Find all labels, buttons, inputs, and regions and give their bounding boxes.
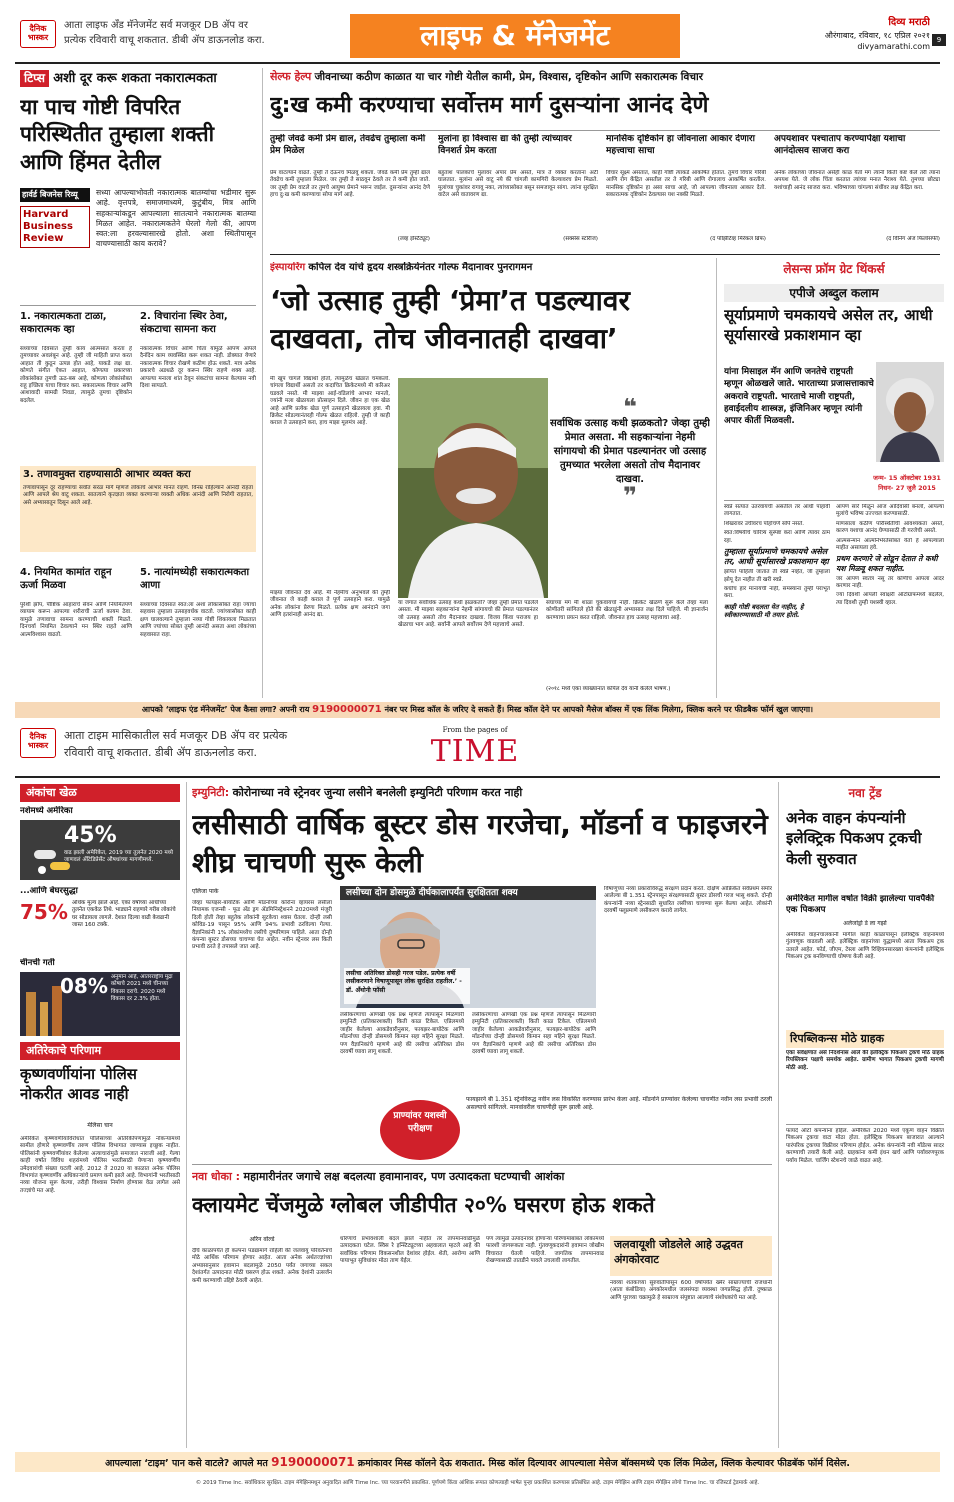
immunity-col2: लसीकरणाचा आणखी एक प्रश्न म्हणजे त्यापासून मिळणारी इम्युनिटी (प्रतिकारशक्ती) किती काळ टिकेल. एप्रिलमध्ये जाहीर केलेल्या आकडेवारीनुसार, फायझर-बायोटेक आणि मॉडर्नाच्या दोन्ही डोसमध्ये किमान सहा महिने सुरक्षा मिळते. पण वैज्ञानिकांचे म्हणणे आहे की लसीचा अतिरिक्त डोस दरवर्षी घ्यावा लागू शकतो. bbox=[472, 1012, 596, 1055]
tip-1-title: 1. नकारात्मकता टाळा, सकारात्मक व्हा bbox=[20, 311, 107, 335]
kalam-quote: काही गोष्टी बदलता येत नाहीत, हे स्वीकारण्यासाठी मी तयार होतो. bbox=[724, 602, 804, 620]
selfhelp-col3-text: विचार सूक्ष्म असतात, काही गोष्टी त्यांकडे आकर्षित होतात. तुमचे विचार गरिबी आणि रोग केंद्रित असतील तर ते गरिबी आणि रोगालाच आकर्षित करतील. मानसिक दृष्टिकोन हा असा साचा आहे, जो आपल्या जीवनाला आकार देतो. सकारात्मक दृष्टिकोन ठेवल्यास यश नक्की मिळते. bbox=[606, 170, 766, 199]
police-author: मेलिसा चान bbox=[87, 1122, 113, 1129]
climate-author: अरिन वोल्डे bbox=[249, 1236, 275, 1243]
stat1-value: 45% bbox=[64, 823, 117, 848]
stat1-text: वाढ झाली अमेरिकेत, 2019 च्या तुलनेत 2020 मध्ये जाणवलं अँटिडिप्रेसेंट औषधांच्या मागणीमध्ये. bbox=[64, 850, 174, 864]
kalam-photo bbox=[876, 362, 944, 462]
kalam-dates bbox=[870, 474, 944, 498]
police-headline: कृष्णवर्णीयांना पोलिस नोकरीत आवड नाही bbox=[20, 1065, 137, 1104]
inspiring-quote bbox=[550, 398, 710, 528]
kalam-highlight-quote: तुम्हाला सूर्याप्रमाणे चमकायचे असेल तर, आधी सूर्यासारखे प्रकाशमान व्हा bbox=[724, 546, 829, 567]
kalam-highlight-quote: प्रथम करणारे जे सोडून देतात ते कधी यश मिळवू शकत नाहीत. bbox=[836, 554, 938, 573]
stat2 bbox=[20, 900, 180, 956]
kalam-quote: झोपेत पाहिली जातात ती स्वप्ने नव्हेत, जी तुम्हाला झोपू देत नाहीत ती खरी स्वप्ने. bbox=[724, 569, 830, 583]
tip-4-text: पुरेशी झोप, पौष्टिक आहाराचे सेवन आणि नियमितपणे व्यायाम करून आपल्या शरीराची ऊर्जा कायम ठेवा. यामुळे तणावाचा सामना करण्याची शक्ती मिळते. दिनचर्या नियमित ठेवल्याने मन स्थिर राहते आणि आत्मविश्वास वाढतो. bbox=[20, 602, 132, 638]
immunity-col1: जेव्हा फायझर-बायोटेक आणि मॉडर्नाच्या कोरोना व्हायरस लसीला नियामक एजन्सी - फूड अँड ड्रग ॲडमिनिस्ट्रेशनने 2020मध्ये मंजुरी दिली होती तेव्हा बहुतेक लोकांनी सुटकेचा श्वास घेतला. दोन्ही लसी कोविड-19 पासून 95% आणि 94% प्रभावी ठरविल्या गेल्या. वैज्ञानिकांनी 1% लोकांमध्येच लसीचे दुष्परिणाम पाहिले. आता दोन्ही कंपन्या बूस्टर डोसच्या चाचण्या घेत आहेत. नवीन स्ट्रेनवर लस किती प्रभावी ठरते हे तपासले जात आहे. bbox=[192, 900, 332, 951]
section-title: लाइफ & मॅनेजमेंट bbox=[350, 14, 680, 58]
selfhelp-label: सेल्फ हेल्प bbox=[270, 70, 312, 83]
tip-3-title: 3. तणावमुक्त राहण्यासाठी आभार व्यक्त करा bbox=[23, 469, 191, 480]
tips-source: हार्वर्ड बिजनेस रिव्यू bbox=[20, 188, 90, 202]
immunity-box-text: फायझरने बी 1.351 स्ट्रेनविरुद्ध नवीन लस विकसित करण्यास प्रारंभ केला आहे. मॉडर्नाने प्राण्यांवर केलेल्या चाचणीत नवीन लस प्रभावी ठरली असल्याचे सांगितले. मानवांवरील चाचणीही सुरू झाली आहे. bbox=[466, 1096, 772, 1111]
tips-kicker bbox=[20, 70, 250, 90]
tips-headline: या पाच गोष्टी विपरित परिस्थितीत तुम्हाला शक्ती आणि हिंमत देतील bbox=[20, 95, 215, 174]
kalam-quote: आपण सारे मिळून आज आदिवासी बनलो, आपल्या मुलांचे भविष्य उज्ज्वल करण्यासाठी. bbox=[836, 504, 944, 518]
trend-headline: अनेक वाहन कंपन्यांनी इलेक्ट्रिक पिकअप ट्रकची केली सुरुवात bbox=[786, 809, 922, 868]
inspiring-col1: मी खूप चांगले विद्यार्थी होतो, त्यामुळेच खेळात चमकलो. चांगला विद्यार्थी असतो तर कदाचित क्रिकेटमध्ये मी करिअर घडवले नसते. मी माझ्या आई-वडिलांचे आभार मानतो, ज्यांनी मला खेळायला प्रोत्साहन दिले. जीवन हा एक खेळ आहे आणि प्रत्येक खेळ पूर्ण उत्साहाने खेळायला हवा. मी क्रिकेट सोडल्यानंतरही गोल्फ खेळत राहिलो. तुम्ही जे काही कराल ते उत्साहाने करा, हाच माझा मूलमंत्र आहे. bbox=[270, 376, 390, 427]
kalam-quote: स्वत:विषयीचे चारित्र्य सुस्पष्ट करा आणि त्यावर ठाम रहा. bbox=[724, 530, 830, 544]
trend-text2: फायदे ऑटो कंपन्यांना होईल. अमेरिकेत 2020 मध्ये एकूण वाहन विक्रीत पिकअप ट्रकचा वाटा मोठा होता. इलेक्ट्रिक पिकअप बाजारात आल्याने पारंपरिक ट्रकच्या विक्रीवर परिणाम होईल. अनेक कंपन्यांनी नवी मॉडेल्स सादर करण्याची तयारी केली आहे. ग्राहकांना कमी इंधन खर्च आणि पर्यावरणपूरक पर्याय मिळेल. चार्जिंग स्टेशनचे जाळे वाढत आहे. bbox=[786, 1128, 944, 1164]
tips-intro: सध्या आपल्याभोवती नकारात्मक बातम्यांचा भडीमार सुरू आहे. वृत्तपत्रे, समाजमाध्यमे, कुटुंबीय, मित्र आणि सहकाऱ्यांकडून आपल्याला सातत्याने नकारात्मक बातम्या मिळत आहेत. नकारात्मकतेने घेरलो गेलो की, आपण स्वत:ला हरवल्यासारखे होतो. अशा स्थितीपासून वाचण्यासाठी काय करावे? bbox=[96, 188, 256, 249]
feedback2-text2: क्रमांकावर मिस्ड कॉलने देऊ शकतात. मिस्ड कॉल दिल्यावर आपल्याला मेसेज बॉक्समध्ये एक लिंक मिळेल, क्लिक केल्यावर फीडबॅक फॉर्म दिसेल. bbox=[357, 1458, 850, 1469]
tip-1-text: सध्याच्या दिवसांत तुम्ही काय आत्मसात करता हे तुमच्यावर अवलंबून आहे. तुम्ही जी माहिती प्राप्त करत आहात ती कुठून उत्पन्न होत आहे, याकडे लक्ष द्या. कोणते संगीत ऐकत आहात, कोणत्या प्रकारच्या लोकांसोबत तुमची ऊठ-बस आहे, कोणत्या लोकांसोबत राहू इच्छिता याचा विचार करा. सकारात्मक विचार आणि आशावादी सामग्री निवडा, त्यामुळे तुमचा दृष्टिकोन बदलेल. bbox=[20, 346, 132, 404]
immunity-author: एलिजा पार्क bbox=[192, 888, 219, 895]
trend-sub: अमेरिकेत मागील वर्षात विक्री झालेल्या पावपैकी एक पिकअप bbox=[786, 894, 935, 916]
trend-box-text: एका सर्वेक्षणात असे निदर्शनास आले की इलेक्ट्रिक पिकअप ट्रकचे मोठे ग्राहक रिपब्लिकन पक्षाचे समर्थक आहेत. ग्रामीण भागात पिकअप ट्रकची मागणी मोठी आहे. bbox=[786, 1050, 944, 1071]
stat1 bbox=[64, 822, 180, 880]
lessons-label: लेसन्स फ्रॉम ग्रेट थिंकर्स bbox=[783, 262, 885, 276]
inspiring-headline: ‘जो उत्साह तुम्ही ‘प्रेमा’त पडल्यावर दाखवता, तोच जीवनातही दाखवा’ bbox=[270, 284, 630, 355]
time-promo-line1: आता टाइम मासिकातील सर्व मजकूर DB ॲप वर प्रत्येक bbox=[64, 729, 288, 742]
immunity-headline: लसीसाठी वार्षिक बूस्टर डोस गरजेचा, मॉडर्ना व फाइजरने शीघ्र चाचणी सुरू केली bbox=[192, 808, 768, 879]
time-logo-block bbox=[420, 726, 530, 772]
selfhelp-col4-credit: (द विनिंग ॲज फिलॉसफी) bbox=[886, 236, 940, 242]
inspiring-col3: माझ्या जीवनात देव आहे. मी नेहमीच अनुभवले की तुम्ही जीवनात जे काही कराल ते पूर्ण उत्साहाने करा. यामुळे अनेक लोकांना प्रेरणा मिळते. प्रत्येक क्षण आनंदाने जगा आणि इतरांनाही आनंद द्या. bbox=[270, 590, 390, 619]
time-logo: TIME bbox=[430, 733, 520, 769]
feedback-text1: आपको ‘लाइफ एंड मॅनेजमेंट’ पेज कैसा लगा? अपनी राय bbox=[141, 705, 310, 714]
kalam-quotes-right bbox=[836, 504, 944, 696]
inspiring-col2: या जगात सर्वाधिक उत्साह कधी झळकतो? जेव्हा तुम्ही प्रेमात पडलेले असता. मी माझ्या सहकाऱ्यांना नेहमी सांगायचो की प्रेमात पडल्यानंतर जो उत्साह असतो तोच मैदानावर दाखवा. विजय किंवा पराजय हा खेळाचा भाग आहे. सर्वांनी आपले सर्वोत्तम देणे महत्त्वाचे असते. bbox=[398, 600, 538, 629]
inspiring-kicker-text: कपिल देव यांचे हृदय शस्त्रक्रियेनंतर गोल्फ मैदानावर पुनरागमन bbox=[308, 262, 533, 273]
stat3-text: अनुमान आहे, आंतरराष्ट्रीय मुद्रा कोषाचे 2021 मध्ये चीनच्या विकास दराचे. 2020 मध्ये विकास दर 2.3% होता. bbox=[110, 974, 173, 1002]
selfhelp-col2-text: बहुतांश पालकांचे मुलांवर अपार प्रेम असते, मात्र ते व्यक्त करताना अटी घालतात. मुलांना असे वाटू नये की चांगली कामगिरी केल्यावरच प्रेम मिळते. मुलांच्या चुकांवर रागावू नका, त्यांच्यासोबत बसून समजावून सांगा. त्यांना सुरक्षित वाटेल असे वातावरण द्या. bbox=[438, 170, 598, 199]
website: divyamarathi.com bbox=[857, 42, 930, 52]
time-promo-line2: रविवारी वाचू शकतात. डीबी ॲप डाऊनलोड करा. bbox=[64, 745, 257, 759]
trend-text1: अमेरिकेत वाहनचालकांनी मागील काही काळापासून इलेक्ट्रिक वाहनांमध्ये गुंतवणूक वाढवली आहे. इलेक्ट्रिक वाहनांच्या युद्धामध्ये आता पिकअप ट्रक उतरले आहेत. फोर्ड, जीएम, टेस्ला आणि रिव्हियनसारख्या कंपन्यांनी इलेक्ट्रिक पिकअप ट्रक बनविण्याची घोषणा केली आहे. bbox=[786, 932, 944, 961]
ankancha-label: अंकांचा खेळ bbox=[20, 784, 180, 802]
immunity-box bbox=[340, 1012, 464, 1088]
selfhelp-headline: दु:ख कमी करण्याचा सर्वोत्तम मार्ग दुसऱ्यांना आनंद देणे bbox=[270, 93, 709, 118]
stat3 bbox=[60, 974, 180, 1034]
inspiring-credit: (२०१८ मध्ये एका व्याख्यानात कपिल देव यांनी केलेले भाषण.) bbox=[546, 686, 671, 692]
stat3-value: 08% bbox=[60, 974, 108, 998]
page-number: 9 bbox=[932, 34, 946, 46]
climate-box-title: जलवायूशी जोडलेले आहे उद्धवत अंगकोरवाट bbox=[610, 1236, 772, 1276]
selfhelp-col1-text: प्रेम वाटल्याने वाढते. तुम्ही ते देऊनच मिळवू शकता. जेवढे कमी प्रेम तुम्ही द्याल तेवढेच कमी तुम्हाला मिळेल. जर तुम्ही ते साठवून ठेवले तर ते कमी होत जाते. जर तुम्ही प्रेम वाटले तर तुमचे आयुष्य प्रेमाने भरून जाईल. दुसऱ्यांना आनंद देणे हाच दु:ख कमी करण्याचा सोपा मार्ग आहे. bbox=[270, 170, 430, 199]
kalam-quote: शिखरावर उंचीवरच पोहोचणे सोपे नसते. bbox=[724, 520, 804, 527]
selfhelp-kicker bbox=[270, 70, 945, 88]
tip-5-text: सध्याच्या दिवसांत स्वत:ला अशा लोकांसोबत राहा ज्यांचा सहवास तुम्हाला उत्साहवर्धक वाटतो. ज्यांच्यासोबत काही क्षण घालवल्याने तुम्हाला नव्या गोष्टी शिकायला मिळतात आणि ज्यांच्या सोबत तुम्ही आनंदी असता अशा लोकांच्या सहवासात राहा. bbox=[140, 602, 256, 638]
selfhelp-col4-title: अपयशावर पश्चाताप करण्यापेक्षा यशाचा आनंदोत्सव साजरा करा bbox=[774, 134, 906, 156]
tips-kicker-text: अशी दूर करू शकता नकारात्मकता bbox=[53, 71, 217, 86]
climate-col2: धोरणाचे प्रभावशाली बदल झाले नाहीत तर तापमानवाढीमुळे उत्पादकता घटेल. स्विस रे इन्स्टिट्यूटच्या अहवालात म्हटले आहे की सर्वाधिक परिणाम विकसनशील देशांवर होईल. शेती, आरोग्य आणि पायाभूत सुविधांवर मोठा ताण येईल. bbox=[340, 1236, 480, 1265]
feedback-text2: नंबर पर मिस्ड कॉल के जरिए दे सकते हैं। मिस्ड कॉल देने पर आपको मैसेज बॉक्स में एक लिंक मिलेगा, क्लिक करने पर फीडबैक फॉर्म खुल जाएगा। bbox=[384, 705, 814, 714]
kalam-quote: स्वप्ने सत्यात उतरवायची असतील तर आधी पाहावी लागतात. bbox=[724, 504, 830, 518]
inspiring-quote-text: सर्वाधिक उत्साह कधी झळकतो? जेव्हा तुम्ही प्रेमात असता. मी सहकाऱ्यांना नेहमी सांगायचो की प्रेमात पडल्यानंतर जो उत्साह तुमच्यात भरलेला असतो तोच मैदानावर दाखवा. bbox=[550, 418, 710, 486]
kalam-quote: आत्मसन्मान आत्मनिर्भरतेसोबत येतो हे आपल्याला माहीत असायला हवे. bbox=[836, 537, 944, 551]
kalam-died: निधन- 27 जुलै 2015 bbox=[878, 483, 936, 492]
tip-3-box bbox=[20, 466, 256, 552]
tip-4-title: 4. नियमित कामांत राहून ऊर्जा मिळवा bbox=[20, 567, 112, 591]
stat2-value: 75% bbox=[20, 900, 68, 924]
time-promo bbox=[64, 728, 364, 764]
immunity-box-label: प्राण्यांवर यशस्वी परीक्षण bbox=[380, 1100, 460, 1160]
immunity-kicker bbox=[192, 786, 772, 804]
kalam-bio: यांना मिसाइल मॅन आणि जनतेचे राष्ट्रपती म्हणून ओळखले जाते. भारताच्या प्रजासत्ताकाचे अकरावे राष्ट्रपती. भारताचे माजी राष्ट्रपती, हवाईदलीय शास्त्रज्ञ, इंजिनिअर म्हणून त्यांनी अपार कीर्ती मिळवली. bbox=[724, 367, 874, 427]
immunity-col3: विषाणूच्या नव्या प्रकारांविरुद्ध संरक्षण प्रदान करते. दक्षिण आफ्रिकेत सर्वप्रथम समोर आलेल्या बी 1.351 स्ट्रेनपासून संरक्षणासाठी बूस्टर डोसची गरज भासू शकते. दोन्ही कंपन्यांनी नव्या स्ट्रेनसाठी सुधारित लसींच्या चाचण्या सुरू केल्या आहेत. लोकांनी दरवर्षी फ्लूप्रमाणे लसीकरण करावे लागेल. bbox=[604, 886, 772, 915]
feedback-bar-time bbox=[15, 1452, 940, 1472]
selfhelp-col3-title: मानसिक दृष्टिकोन हा जीवनाला आकार देणारा महत्त्वाचा साचा bbox=[606, 134, 755, 156]
police-label: अतिरेकाचे परिणाम bbox=[20, 1042, 180, 1060]
kalam-quote: ज्या दिवशी आपली स्वाक्षरी ऑटोग्राफमध्ये बदलेल, त्या दिवशी तुम्ही यशस्वी व्हाल. bbox=[836, 592, 944, 606]
climate-headline: क्लायमेट चेंजमुळे ग्लोबल जीडीपीत २०% घसरण होऊ शकते bbox=[192, 1193, 655, 1217]
tip-5-title: 5. नात्यांमध्येही सकारात्मकता आणा bbox=[140, 567, 250, 591]
tips-label: टिप्स bbox=[20, 70, 49, 87]
time-from-pages: From the pages of bbox=[442, 726, 508, 734]
climate-col1: दीर्घ काळापर्यंत ही कल्पना पडद्यामागे राहिली की जलवायु परिवर्तनाचे मोठे आर्थिक परिणाम होणार आहेत. आता अनेक अर्थतज्ज्ञांच्या अभ्यासानुसार हवामान बदलामुळे 2050 पर्यंत जगाच्या सकल देशांतर्गत उत्पादनात मोठी घसरण होऊ शकते. अनेक देशांनी उत्सर्जन कमी करण्याची उद्दिष्टे ठेवली आहेत. bbox=[192, 1248, 332, 1284]
inspiring-kicker bbox=[270, 262, 710, 278]
selfhelp-col3-credit: (द पॉझिटिव्ह मिरॅकल ब्रिफ) bbox=[710, 236, 766, 242]
paper-info bbox=[760, 16, 930, 60]
tip-2-text: नकारात्मक विचार आणि चिंता यामुळे आपण आपले दैनंदिन काम व्यवस्थित करू शकत नाही. डोक्यात येणारे नकारात्मक विचार रोखणे कठीण होऊ शकते. मात्र अनेक प्रकारचे अडथळे दूर करून स्थिर राहणे शक्य आहे. आपल्या मनाला शांत ठेवून संकटांचा सामना केल्यास नवी दिशा सापडते. bbox=[140, 346, 256, 389]
ankancha-sub2: ...आणि बेघरसुद्धा bbox=[20, 886, 78, 896]
app-promo bbox=[64, 18, 334, 52]
trend-label: नवा ट्रेंड bbox=[848, 786, 882, 800]
kalam-quote: माणसाला कठीण परिस्थितीची आवश्यकता असते, कारण यशाचा आनंद घेण्यासाठी ती गरजेची असते. bbox=[836, 520, 944, 535]
inspiring-label: इंस्पायरिंग bbox=[270, 262, 306, 273]
kalam-name: एपीजे अब्दुल कलाम bbox=[724, 284, 944, 302]
quote-open-icon: ❝ bbox=[622, 398, 638, 421]
selfhelp-col1-title: तुम्ही जेवढे कमी प्रेम द्याल, तेवढेच तुम्हाला कमी प्रेम मिळेल bbox=[270, 134, 426, 156]
tip-3-text: तणावापासून दूर राहण्याचा सर्वांत सरळ मार्ग म्हणजे लोकांचे आभार मानत राहणे. विनम्र राहिल्याने आनंदी राहता आणि आपले श्रेय वाटू शकता. सातत्याने कृतज्ञता व्यक्त करणाऱ्या व्यक्ती अधिक आनंदी आणि निरोगी राहतात, असे अभ्यासातून दिसून आले आहे. bbox=[23, 484, 253, 506]
quote-close-icon: ❞ bbox=[622, 482, 638, 511]
selfhelp-col2-credit: (सक्सेस स्टोरीज) bbox=[563, 236, 598, 242]
immunity-col2-left: लसीकरणाचा आणखी एक प्रश्न म्हणजे त्यापासून मिळणारी इम्युनिटी (प्रतिकारशक्ती) किती काळ टिकेल. एप्रिलमध्ये जाहीर केलेल्या आकडेवारीनुसार, फायझर-बायोटेक आणि मॉडर्नाच्या दोन्ही डोसमध्ये किमान सहा महिने सुरक्षा मिळते. पण वैज्ञानिकांचे म्हणणे आहे की लसीचा अतिरिक्त डोस दरवर्षी घ्यावा लागू शकतो. bbox=[340, 1012, 464, 1055]
app-promo-line1: आता लाइफ अँड मॅनेजमेंट सर्व मजकूर DB ॲप वर bbox=[64, 20, 248, 31]
ankancha-sub1: नशेमध्ये अमेरिका bbox=[20, 806, 73, 816]
trend-author: अलेजांड्रो डे ला गर्झा bbox=[843, 920, 887, 927]
tip-2-title: 2. विचारांना स्थिर ठेवा, संकटाचा सामना करा bbox=[140, 311, 228, 335]
lessons-headline: सूर्याप्रमाणे चमकायचे असेल तर, आधी सूर्यासारखे प्रकाशमान व्हा bbox=[724, 306, 933, 344]
immunity-photo-quote: लसीचा अतिरिक्त डोसही गरज पडेल. प्रत्येक वर्षी लसीकरणाने विषाणूपासून लोक सुरक्षित राहतील.’ - डॉ. अँथोनी फॉसी bbox=[344, 968, 470, 1004]
dainik-bhaskar-logo-2: दैनिक भास्कर bbox=[20, 728, 56, 758]
copyright: © 2019 Time Inc. सर्वाधिकार सुरक्षित. टाइम मॅगेझिनमधून अनुवादित आणि Time Inc. च्या परवानगीने प्रकाशित. पूर्णपणे किंवा आंशिक रूपात कोणत्याही भाषेत पुन्हा प्रकाशित करण्यास प्रतिबंधित आहे. टाइम मॅगेझिन आणि टाइम मॅगेझिन लोगो Time Inc. चा रजिस्टर्ड ट्रेडमार्क आहे. bbox=[195, 1480, 760, 1486]
ankancha-sub3: चीनची गती bbox=[20, 958, 55, 968]
selfhelp-col1-credit: (लव्ह इंस्टिट्यूट) bbox=[397, 236, 430, 242]
climate-kicker-text: महामारीनंतर जगाचे लक्ष बदलत्या हवामानावर, पण उत्पादकता घटण्याची आशंका bbox=[243, 1170, 565, 1183]
trend-box-title: रिपब्लिकन्स मोठे ग्राहक bbox=[786, 1030, 944, 1048]
climate-label: नवा धोका : bbox=[192, 1170, 241, 1183]
kalam-quote: जर आपण स्वतंत्र नसू तर कोणीच आपला आदर करणार नाही. bbox=[836, 575, 944, 590]
climate-kicker bbox=[192, 1170, 772, 1188]
selfhelp-col2-title: मुलांना हा विश्वास द्या की तुम्ही त्यांच्यावर विनशर्त प्रेम करता bbox=[438, 134, 572, 156]
city-date: औरंगाबाद, रविवार, १८ एप्रिल २०२१ bbox=[824, 31, 930, 40]
immunity-label: इम्युनिटी: bbox=[192, 786, 230, 799]
feedback-number[interactable]: 9190000071 bbox=[312, 704, 382, 715]
kalam-quote: कधीच हार मानायची नाही, समस्यांना तुम्ही पराभूत करा. bbox=[724, 586, 830, 600]
climate-box-text: नवव्या शतकाच्या सुरुवातीपासून 600 वर्षांपर्यंत ख्मेर साम्राज्याची राजधानी (आता कंबोडिया) अंगकोरमधील जलसंपदा व्यवस्था जगप्रसिद्ध होती. दुष्काळ आणि पुराच्या चक्रामुळे हे साम्राज्य संपुष्टात आल्याचे संशोधकांचे मत आहे. bbox=[610, 1280, 772, 1301]
selfhelp-kicker-text: जीवनाच्या कठीण काळात या चार गोष्टी येतील कामी, प्रेम, विश्वास, दृष्टिकोन आणि सकारात्मक विचार bbox=[314, 71, 704, 83]
inspiring-col4: संघाच्या मग मी शाळा चुकवायचो नाही. क्रिकेट खेळणे सुरू केले तेव्हा मला कोणीतरी सांगितले होते की खेळाडूंनी अभ्यासात लक्ष दिले पाहिजे. मी ज्ञानार्जन करण्याचा प्रयत्न करत राहिलो. जीवनात हाच उत्साह महत्त्वाचा आहे. bbox=[546, 600, 708, 621]
stat2-text: अधिक मूल्य झाले आहे. एका वर्षाच्या आधीच्या तुलनेत एकवेळ तिथे. भाड्याने राहणारे गरीब लोकांचे घर सोडायला लागले. देशात दिल्या वाढी केवढानी जास्त 160 टक्के. bbox=[71, 900, 176, 928]
dainik-bhaskar-logo: दैनिक भास्कर bbox=[20, 20, 56, 48]
app-promo-line2: प्रत्येक रविवारी वाचू शकतात. डीबी ॲप डाऊनलोड करा. bbox=[64, 35, 265, 46]
immunity-kicker-text: कोरोनाच्या नवे स्ट्रेनवर जुन्या लसीने बनलेली इम्युनिटी परिणाम करत नाही bbox=[232, 786, 523, 799]
selfhelp-col4-text: अनेक लोकांच्या जीवनात असेही काळ येतो मग त्यांनी किती कष्ट केले तरी त्यांना अपयश येते. जे लोक चिंता करतात त्यांच्या मनात नैराश्य येते. तुमच्या छोट्या यशांचाही आनंद साजरा करा. भविष्याच्या चांगल्या संधींवर लक्ष केंद्रित करा. bbox=[774, 170, 940, 191]
paper-name: दिव्य मराठी bbox=[888, 17, 930, 28]
climate-col3: पण त्यामुळे उत्पादनावर होणाऱ्या परिणामांबाबत लोकांमध्ये फारशी जागरूकता नाही. गुंतवणूकदारांनी हवामान जोखीम विचारात घेतली पाहिजे. जागतिक तापमानवाढ रोखण्यासाठी तातडीने पावले उचलावी लागतील. bbox=[486, 1236, 604, 1265]
immunity-photo-caption: लसीच्या दोन डोसमुळे दीर्घकालापर्यंत सुरक्षितता शक्य bbox=[340, 886, 596, 900]
feedback2-number[interactable]: 9190000071 bbox=[271, 1455, 355, 1469]
hbr-logo: Harvard Business Review bbox=[20, 206, 90, 248]
feedback-bar-life bbox=[15, 702, 940, 718]
kalam-born: जन्म- 15 ऑक्टोबर 1931 bbox=[873, 474, 941, 482]
kalam-quotes-left bbox=[724, 504, 830, 696]
feedback2-text1: आपल्याला ‘टाइम’ पान कसे वाटले? आपले मत bbox=[105, 1458, 268, 1469]
police-text: अमेरिकेत कृष्णवर्णीयांविरोधात पोलिसांच्या अतिरेकीपणामुळे नोकऱ्यांमध्ये सामील होणारे कृष्णवर्णीय तरुण पोलिस विभागात जाण्यास इच्छुक नाहीत. पोलिसांनी कृष्णवर्णीयांवर केलेल्या अत्याचारांमुळे समाजात नाराजी आहे. गेल्या काही वर्षांत विविध शहरांमध्ये पोलिस भरतीसाठी येणाऱ्या कृष्णवर्णीय उमेदवारांची संख्या घटली आहे. 2012 ते 2020 या काळात अनेक पोलिस विभागांत कृष्णवर्णीय अधिकाऱ्यांचे प्रमाण कमी झाले आहे. विभागांनी भरतीसाठी नव्या योजना सुरू केल्या, तरीही विश्वास निर्माण होण्यास वेळ लागेल असे तज्ज्ञांचे मत आहे. bbox=[20, 1136, 180, 1194]
